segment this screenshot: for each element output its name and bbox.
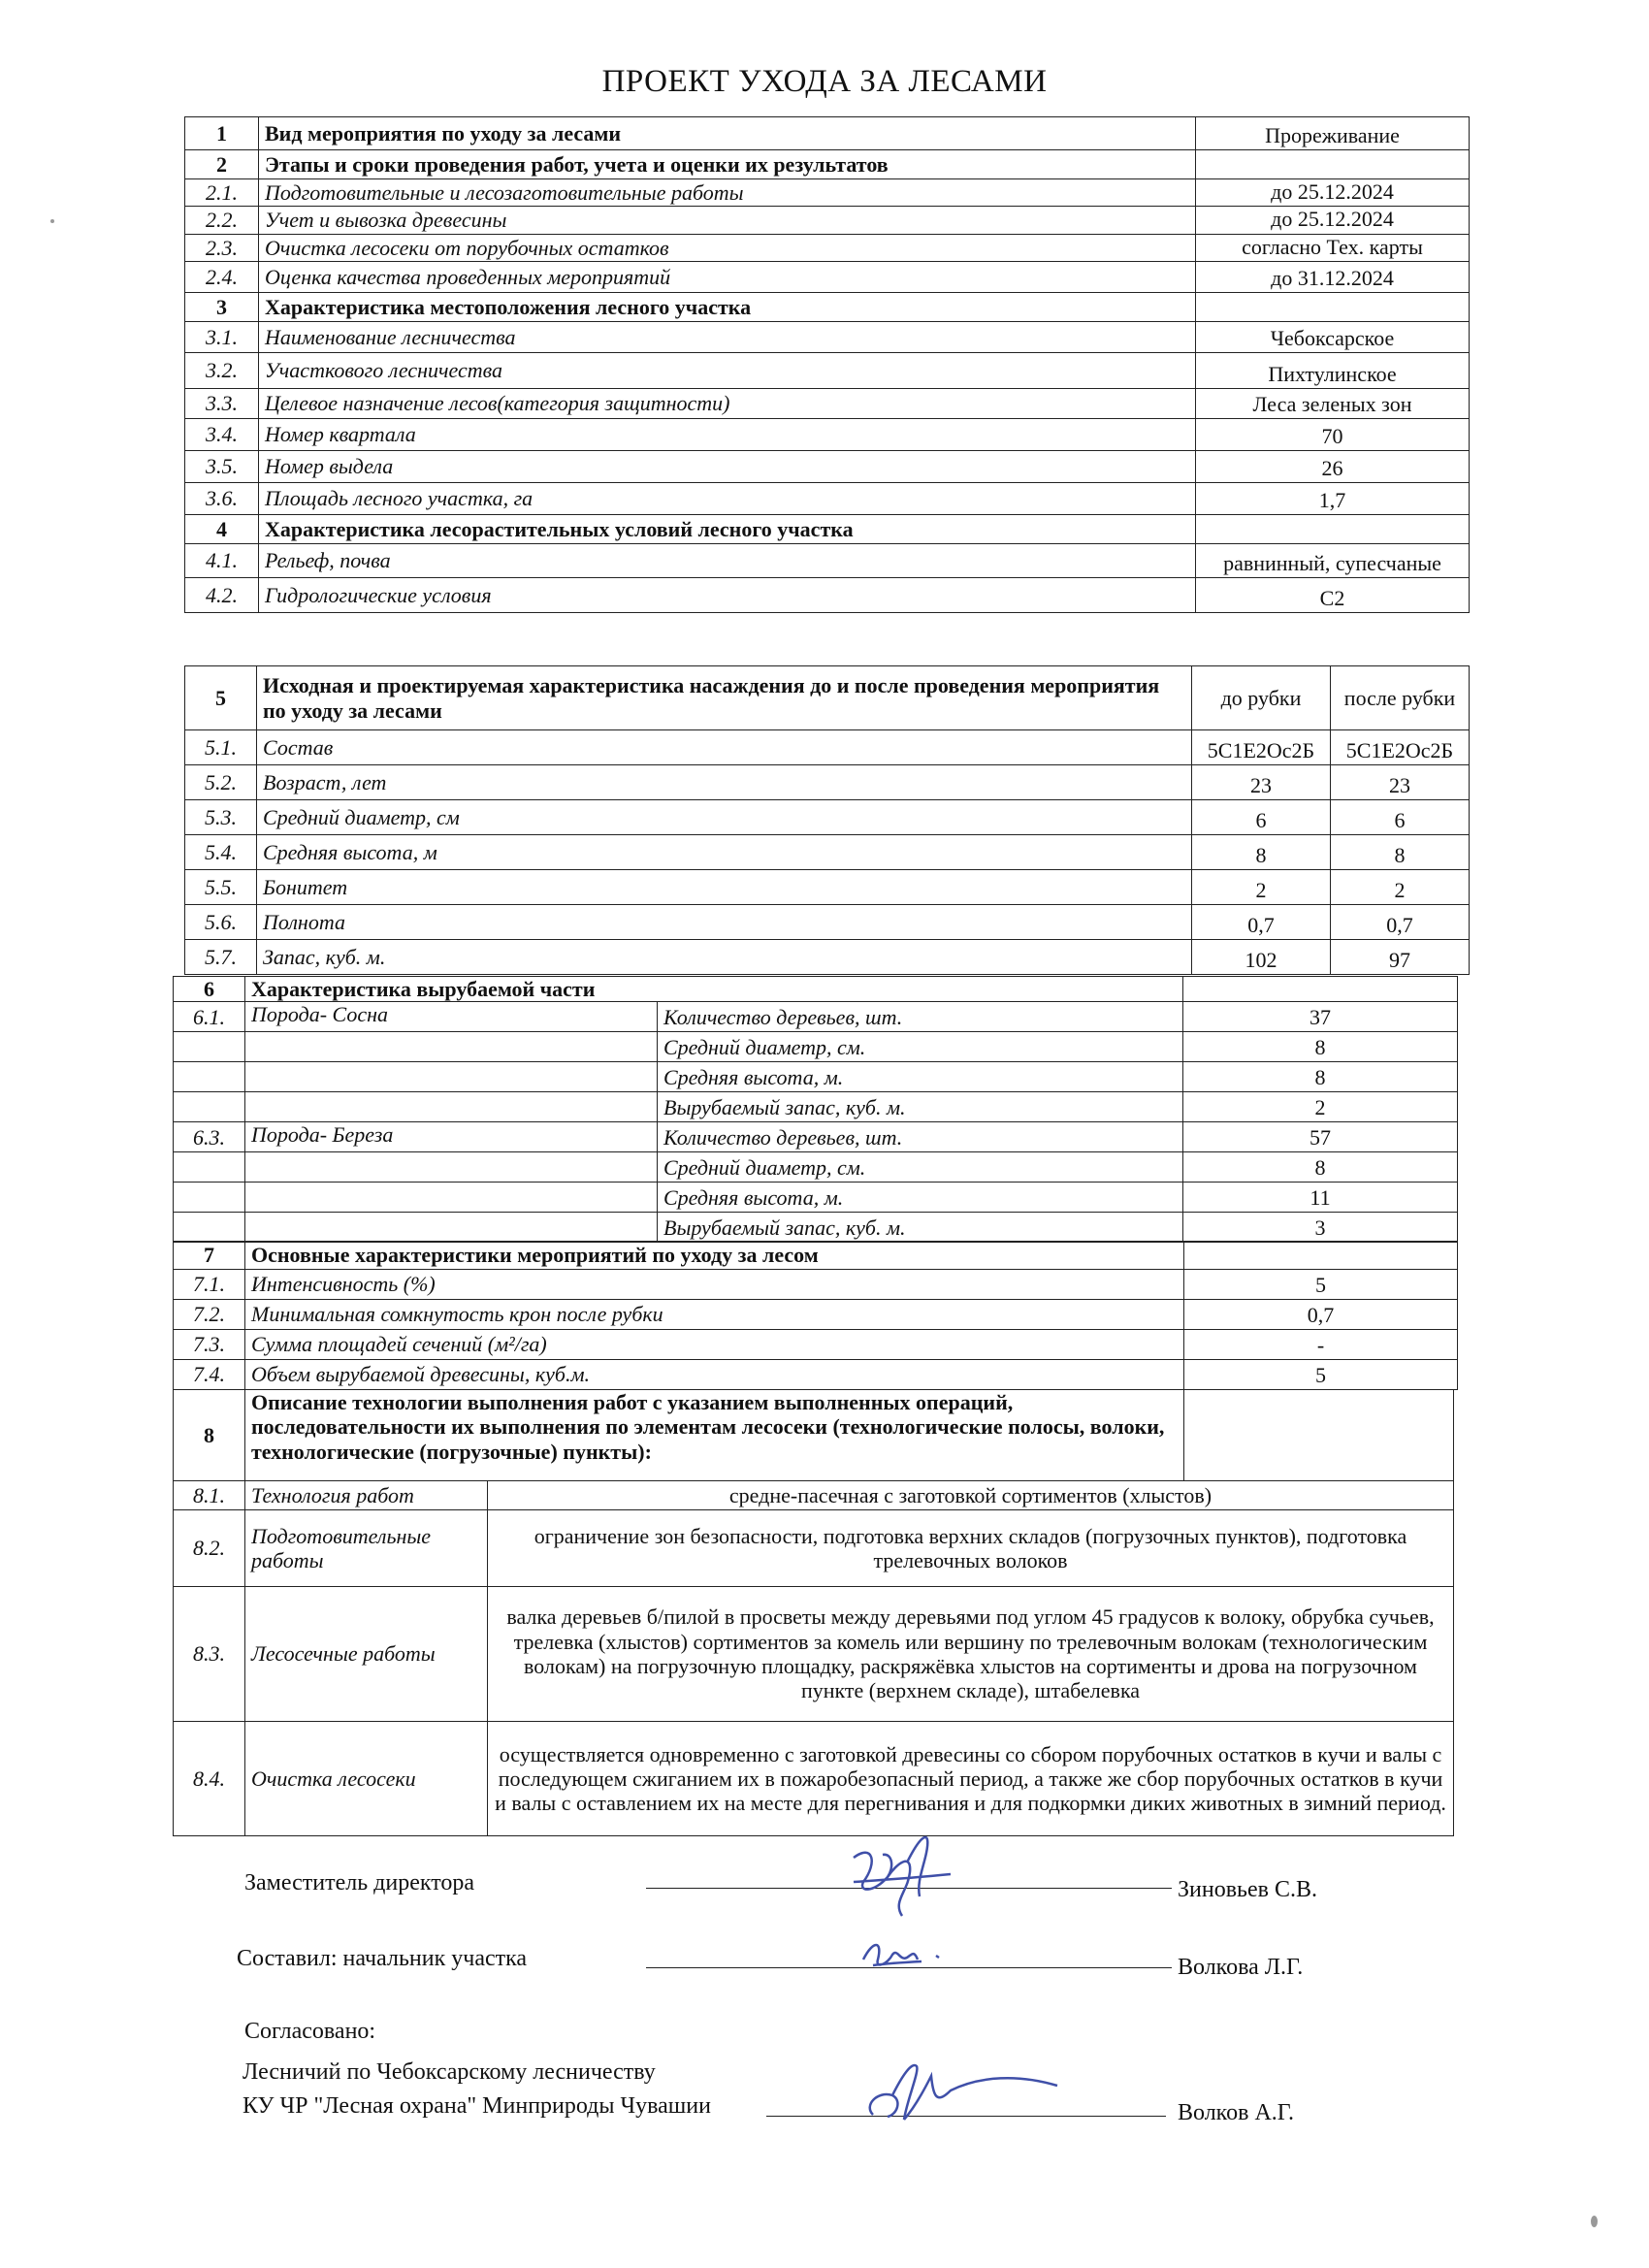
row-number: 4: [185, 514, 259, 543]
value-after: 97: [1331, 940, 1470, 975]
row-number: 4.2.: [185, 577, 259, 612]
table-row: [174, 1062, 1458, 1092]
metric-label: Средний диаметр, см.: [658, 1032, 1183, 1062]
row-label: Оценка качества проведенных мероприятий: [259, 261, 1196, 292]
row-number: 8.3.: [174, 1587, 245, 1722]
row-label: Очистка лесосеки от порубочных остатков: [259, 234, 1196, 261]
table-row: [174, 1122, 1458, 1152]
row-label: Характеристика вырубаемой части: [245, 977, 1183, 1002]
row-label: Учет и вывозка древесины: [259, 207, 1196, 234]
table-row: [174, 1510, 1454, 1587]
row-label: Номер квартала: [259, 418, 1196, 450]
empty-cell: [245, 1092, 658, 1122]
row-value: валка деревьев б/пилой в просветы между деревьями под углом 45 градусов к волоку, обрубка сучьев, трелевка (хлыстов) сортиментов за комель или вершину по трелевочным волокам (технологическим волокам) на погрузочную площадку, раскряжёвка хлыстов на сортименты и дрова на погрузочном пункте (верхнем складе), штабелевка: [488, 1587, 1454, 1722]
signer1-name: Зиновьев С.В.: [1178, 1877, 1317, 1902]
table-row: [174, 1032, 1458, 1062]
row-label: Описание технологии выполнения работ с указанием выполненных операций, последовательности их выполнения по элементам лесосеки (технологические полосы, волоки, технологические (погрузочные) пункты):: [245, 1390, 1184, 1481]
table-row: [174, 1213, 1458, 1243]
row-number: 5.7.: [185, 940, 257, 975]
empty-cell: [174, 1092, 245, 1122]
table-row: [185, 543, 1470, 577]
section-table-1-4: [184, 116, 1470, 613]
row-label: Возраст, лет: [257, 765, 1192, 800]
row-label: Целевое назначение лесов(категория защитности): [259, 388, 1196, 418]
row-number: 5.2.: [185, 765, 257, 800]
row-value: Леса зеленых зон: [1196, 388, 1470, 418]
activity-characteristics-table: [173, 1241, 1458, 1390]
row-number: 3.3.: [185, 388, 259, 418]
row-number: 1: [185, 117, 259, 150]
row-number: 6: [174, 977, 245, 1002]
row-value: [1196, 514, 1470, 543]
table-row: [185, 905, 1470, 940]
metric-value: 3: [1183, 1213, 1458, 1243]
row-label: Лесосечные работы: [245, 1587, 488, 1722]
row-value: Пихтулинское: [1196, 352, 1470, 388]
metric-value: 37: [1183, 1002, 1458, 1032]
technology-description-table: [173, 1389, 1454, 1836]
row-value: до 31.12.2024: [1196, 261, 1470, 292]
table-row: [174, 1183, 1458, 1213]
metric-value: 57: [1183, 1122, 1458, 1152]
table-row: [185, 765, 1470, 800]
scan-speck: [1591, 2216, 1598, 2227]
row-number: 6.3.: [174, 1122, 245, 1152]
row-number: 2.1.: [185, 179, 259, 207]
row-label: Запас, куб. м.: [257, 940, 1192, 975]
table-row: [185, 870, 1470, 905]
row-label: Подготовительные работы: [245, 1510, 488, 1587]
metric-value: 8: [1183, 1032, 1458, 1062]
section-header-row: [174, 1242, 1458, 1270]
metric-label: Вырубаемый запас, куб. м.: [658, 1092, 1183, 1122]
value-after: 2: [1331, 870, 1470, 905]
section-header-row: [185, 150, 1470, 179]
table-row: [185, 261, 1470, 292]
value-before: 5С1Е2Ос2Б: [1192, 730, 1331, 765]
table-row: [185, 730, 1470, 765]
row-value: до 25.12.2024: [1196, 179, 1470, 207]
row-number: 7.4.: [174, 1360, 245, 1390]
section-header-row: [185, 666, 1470, 730]
section-header-row: [174, 1390, 1454, 1481]
row-label: Рельеф, почва: [259, 543, 1196, 577]
value-before: 8: [1192, 835, 1331, 870]
empty-cell: [174, 1152, 245, 1183]
row-label: Средняя высота, м: [257, 835, 1192, 870]
table-row: [185, 577, 1470, 612]
row-number: 8: [174, 1390, 245, 1481]
signer3-signature: [844, 2047, 1086, 2134]
metric-label: Количество деревьев, шт.: [658, 1002, 1183, 1032]
section-header-row: [185, 292, 1470, 321]
row-number: 3.2.: [185, 352, 259, 388]
section-header-row: [185, 514, 1470, 543]
document-title: ПРОЕКТ УХОДА ЗА ЛЕСАМИ: [601, 64, 1048, 99]
row-number: 3: [185, 292, 259, 321]
row-number: 8.1.: [174, 1481, 245, 1510]
row-value: осуществляется одновременно с заготовкой древесины со сбором порубочных остатков в кучи и валы с последующем сжиганием их в пожаробезопасный период, а также же сбор порубочных остатков в кучи и валы с оставлением их на месте для перегнивания и для подкормки диких животных в зимний период.: [488, 1722, 1454, 1836]
value-after: 5С1Е2Ос2Б: [1331, 730, 1470, 765]
empty-cell: [245, 1183, 658, 1213]
harvested-part-table: [173, 976, 1458, 1243]
row-label: Сумма площадей сечений (м²/га): [245, 1330, 1184, 1360]
metric-label: Вырубаемый запас, куб. м.: [658, 1213, 1183, 1243]
scan-speck: [50, 219, 54, 223]
row-label: Подготовительные и лесозаготовительные работы: [259, 179, 1196, 207]
metric-value: 8: [1183, 1152, 1458, 1183]
row-number: 5.5.: [185, 870, 257, 905]
section-header-row: [185, 117, 1470, 150]
row-number: 5.4.: [185, 835, 257, 870]
stand-characteristics-table: [184, 665, 1470, 975]
row-label: Наименование лесничества: [259, 321, 1196, 352]
table-row: [185, 388, 1470, 418]
table-row: [185, 418, 1470, 450]
row-label: Состав: [257, 730, 1192, 765]
row-value: 0,7: [1184, 1300, 1458, 1330]
value-after: 6: [1331, 800, 1470, 835]
row-number: 2.3.: [185, 234, 259, 261]
signer3-name: Волков А.Г.: [1178, 2100, 1294, 2125]
row-value: 26: [1196, 450, 1470, 482]
value-after: 23: [1331, 765, 1470, 800]
signer2-title: Составил: начальник участка: [237, 1946, 528, 1971]
empty-cell: [245, 1152, 658, 1183]
species-label: Порода- Сосна: [245, 1002, 658, 1032]
empty-cell: [245, 1213, 658, 1243]
row-number: 2.4.: [185, 261, 259, 292]
row-number: 8.2.: [174, 1510, 245, 1587]
row-number: 5.1.: [185, 730, 257, 765]
row-label: Полнота: [257, 905, 1192, 940]
row-label: Основные характеристики мероприятий по уходу за лесом: [245, 1242, 1184, 1270]
row-number: 4.1.: [185, 543, 259, 577]
signer2-name: Волкова Л.Г.: [1178, 1955, 1304, 1980]
approval-heading: Согласовано:: [244, 2019, 376, 2044]
metric-label: Средний диаметр, см.: [658, 1152, 1183, 1183]
row-label: Площадь лесного участка, га: [259, 482, 1196, 514]
table-row: [174, 1270, 1458, 1300]
table-row: [185, 800, 1470, 835]
metric-label: Средняя высота, м.: [658, 1062, 1183, 1092]
table-row: [185, 352, 1470, 388]
signer1-title: Заместитель директора: [244, 1870, 475, 1895]
table-row: [185, 207, 1470, 234]
row-label: Участкового лесничества: [259, 352, 1196, 388]
row-label: Бонитет: [257, 870, 1192, 905]
table-row: [174, 1092, 1458, 1122]
empty-cell: [1184, 1242, 1458, 1270]
empty-cell: [1184, 1390, 1454, 1481]
row-label: Вид мероприятия по уходу за лесами: [259, 117, 1196, 150]
row-number: 5.6.: [185, 905, 257, 940]
row-value: ограничение зон безопасности, подготовка верхних складов (погрузочных пунктов), подготовка трелевочных волоков: [488, 1510, 1454, 1587]
row-label: Характеристика лесорастительных условий лесного участка: [259, 514, 1196, 543]
row-number: 3.5.: [185, 450, 259, 482]
row-value: [1196, 150, 1470, 179]
row-number: 8.4.: [174, 1722, 245, 1836]
row-number: 5.3.: [185, 800, 257, 835]
empty-cell: [174, 1062, 245, 1092]
metric-value: 11: [1183, 1183, 1458, 1213]
approver-position: Лесничий по Чебоксарскому лесничеству: [242, 2059, 656, 2085]
row-value: -: [1184, 1330, 1458, 1360]
row-label: Интенсивность (%): [245, 1270, 1184, 1300]
table-row: [174, 1481, 1454, 1510]
value-before: 23: [1192, 765, 1331, 800]
row-number: 7.2.: [174, 1300, 245, 1330]
row-label: Исходная и проектируемая характеристика насаждения до и после проведения мероприятия по уходу за лесами: [257, 666, 1192, 730]
column-header-before: до рубки: [1192, 666, 1331, 730]
table-row: [185, 234, 1470, 261]
row-value: [1196, 292, 1470, 321]
row-number: 3.1.: [185, 321, 259, 352]
row-label: Объем вырубаемой древесины, куб.м.: [245, 1360, 1184, 1390]
metric-label: Количество деревьев, шт.: [658, 1122, 1183, 1152]
row-number: 6.1.: [174, 1002, 245, 1032]
table-row: [174, 1587, 1454, 1722]
table-row: [174, 1300, 1458, 1330]
table-row: [174, 1360, 1458, 1390]
table-row: [185, 835, 1470, 870]
value-after: 8: [1331, 835, 1470, 870]
table-row: [185, 179, 1470, 207]
value-before: 6: [1192, 800, 1331, 835]
row-value: согласно Тех. карты: [1196, 234, 1470, 261]
row-label: Минимальная сомкнутость крон после рубки: [245, 1300, 1184, 1330]
species-label: Порода- Береза: [245, 1122, 658, 1152]
row-label: Гидрологические условия: [259, 577, 1196, 612]
approver-organization: КУ ЧР "Лесная охрана" Минприроды Чувашии: [242, 2093, 711, 2119]
table-row: [185, 940, 1470, 975]
row-value: 5: [1184, 1270, 1458, 1300]
metric-value: 2: [1183, 1092, 1458, 1122]
table-row: [185, 450, 1470, 482]
row-value: 5: [1184, 1360, 1458, 1390]
column-header-after: после рубки: [1331, 666, 1470, 730]
table-row: [185, 482, 1470, 514]
table-row: [174, 1152, 1458, 1183]
row-label: Очистка лесосеки: [245, 1722, 488, 1836]
empty-cell: [1183, 977, 1458, 1002]
row-value: Прореживание: [1196, 117, 1470, 150]
signer1-signature: [834, 1824, 970, 1930]
row-number: 2: [185, 150, 259, 179]
value-before: 2: [1192, 870, 1331, 905]
value-before: 0,7: [1192, 905, 1331, 940]
row-value: 70: [1196, 418, 1470, 450]
row-number: 3.6.: [185, 482, 259, 514]
empty-cell: [245, 1032, 658, 1062]
row-label: Характеристика местоположения лесного участка: [259, 292, 1196, 321]
row-label: Номер выдела: [259, 450, 1196, 482]
empty-cell: [174, 1183, 245, 1213]
row-number: 7.3.: [174, 1330, 245, 1360]
signer2-signature: [854, 1930, 970, 1979]
row-value: С2: [1196, 577, 1470, 612]
empty-cell: [174, 1032, 245, 1062]
row-number: 2.2.: [185, 207, 259, 234]
metric-label: Средняя высота, м.: [658, 1183, 1183, 1213]
row-number: 7.1.: [174, 1270, 245, 1300]
table-row: [174, 1330, 1458, 1360]
row-number: 3.4.: [185, 418, 259, 450]
row-number: 7: [174, 1242, 245, 1270]
empty-cell: [174, 1213, 245, 1243]
row-value: 1,7: [1196, 482, 1470, 514]
section-header-row: [174, 977, 1458, 1002]
value-after: 0,7: [1331, 905, 1470, 940]
empty-cell: [245, 1062, 658, 1092]
row-number: 5: [185, 666, 257, 730]
row-value: равнинный, супесчаные: [1196, 543, 1470, 577]
row-label: Этапы и сроки проведения работ, учета и оценки их результатов: [259, 150, 1196, 179]
row-value: до 25.12.2024: [1196, 207, 1470, 234]
row-label: Средний диаметр, см: [257, 800, 1192, 835]
row-label: Технология работ: [245, 1481, 488, 1510]
table-row: [185, 321, 1470, 352]
row-value: средне-пасечная с заготовкой сортиментов (хлыстов): [488, 1481, 1454, 1510]
row-value: Чебоксарское: [1196, 321, 1470, 352]
table-row: [174, 1722, 1454, 1836]
metric-value: 8: [1183, 1062, 1458, 1092]
value-before: 102: [1192, 940, 1331, 975]
table-row: [174, 1002, 1458, 1032]
